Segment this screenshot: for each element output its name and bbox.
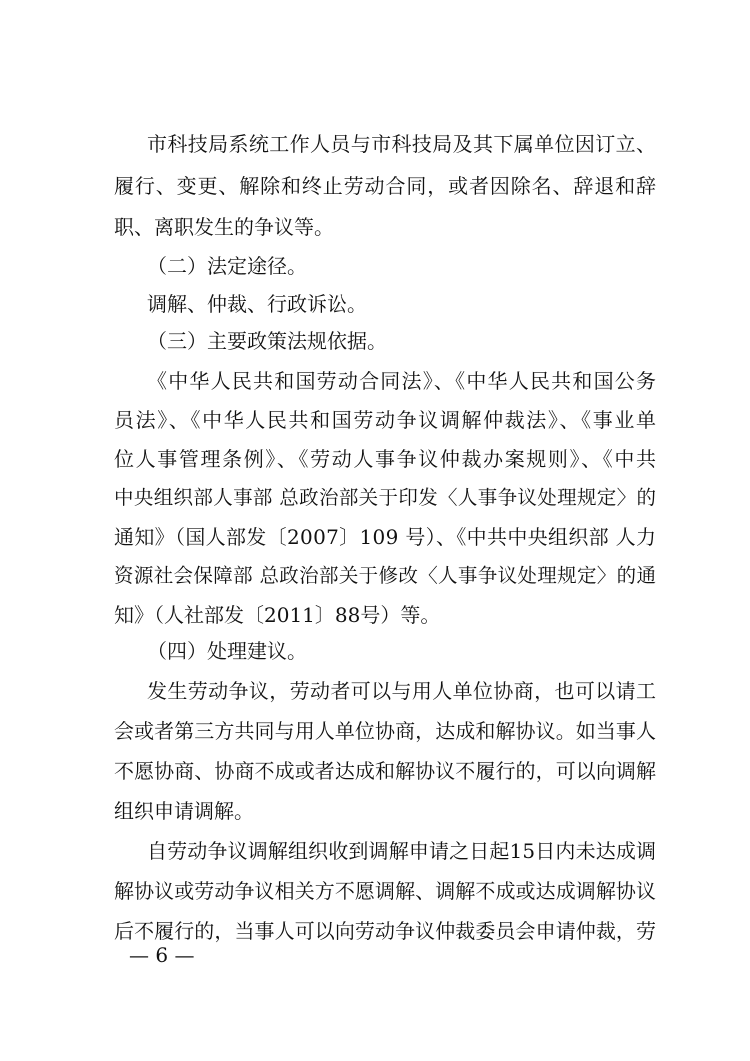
text-line: 资源社会保障部 总政治部关于修改〈人事争议处理规定〉的通	[114, 564, 657, 587]
text-line: 发生劳动争议，劳动者可以与用人单位协商，也可以请工	[147, 679, 657, 703]
text-line: 组织申请调解。	[114, 799, 254, 823]
text-line: 员法》、《中华人民共和国劳动争议调解仲裁法》、《事业单	[114, 408, 658, 432]
page-number: — 6 —	[129, 943, 195, 967]
text-line: 自劳动争议调解组织收到调解申请之日起15日内未达成调	[147, 839, 657, 863]
section-heading: （三）主要政策法规依据。	[147, 329, 387, 353]
text-line: 不愿协商、协商不成或者达成和解协议不履行的，可以向调解	[114, 759, 657, 783]
text-line: 中央组织部人事部 总政治部关于印发〈人事争议处理规定〉的	[114, 486, 657, 509]
text-line: 通知》（国人部发〔2007〕109 号）、《中共中央组织部 人力	[114, 525, 657, 549]
text-line: 职、离职发生的争议等。	[114, 215, 334, 239]
text-line: 后不履行的，当事人可以向劳动争议仲裁委员会申请仲裁，劳	[114, 919, 657, 943]
text-line: 《中华人民共和国劳动合同法》、《中华人民共和国公务	[147, 369, 658, 393]
text-line: 会或者第三方共同与用人单位协商，达成和解协议。如当事人	[114, 719, 657, 743]
text-line: 位人事管理条例》、《劳动人事争议仲裁办案规则》、《中共	[114, 447, 658, 471]
section-heading: （二）法定途径。	[147, 254, 307, 278]
text-line: 解协议或劳动争议相关方不愿调解、调解不成或达成调解协议	[114, 879, 657, 903]
text-line: 履行、变更、解除和终止劳动合同，或者因除名、辞退和辞	[114, 174, 657, 198]
text-line: 知》（人社部发〔2011〕88号）等。	[114, 603, 441, 627]
text-line: 调解、仲裁、行政诉讼。	[147, 292, 367, 316]
section-heading: （四）处理建议。	[147, 639, 307, 663]
text-line: 市科技局系统工作人员与市科技局及其下属单位因订立、	[147, 132, 657, 156]
